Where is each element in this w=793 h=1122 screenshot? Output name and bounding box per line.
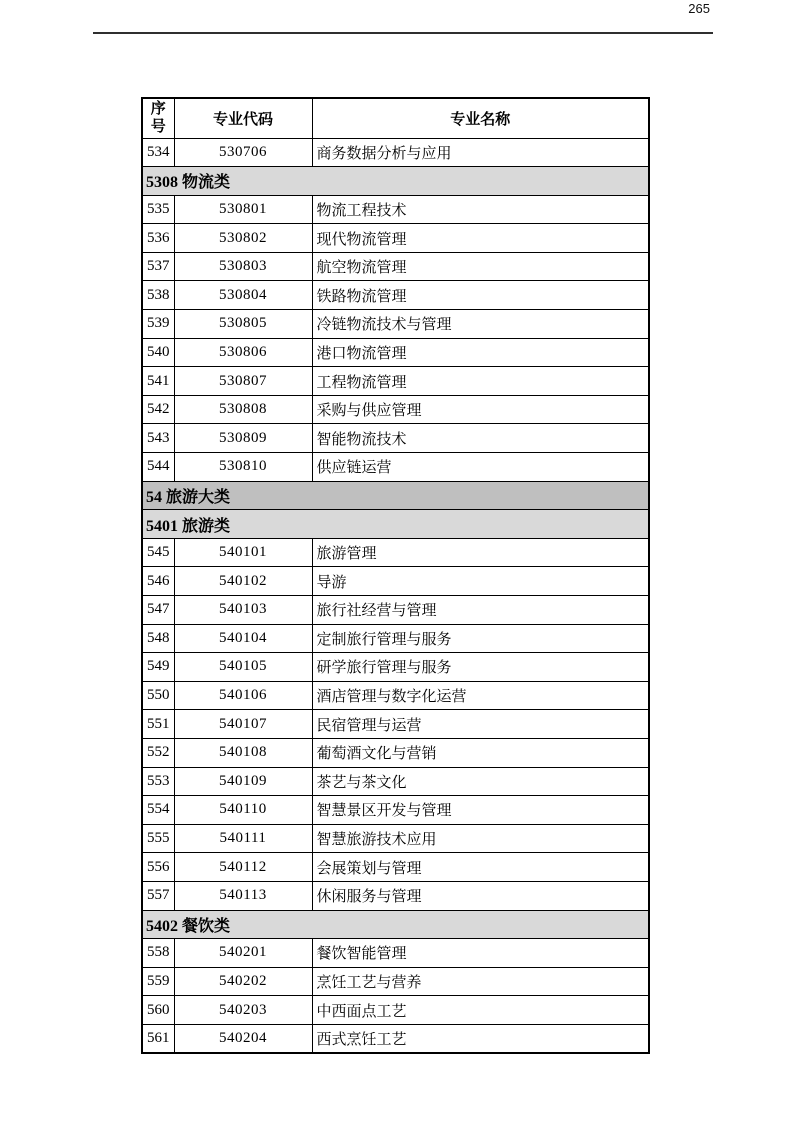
table-header-row	[142, 98, 649, 138]
row-code-cell: 530810	[174, 453, 312, 482]
row-code-cell: 530805	[174, 310, 312, 339]
row-no-cell: 542	[142, 395, 174, 424]
row-code-cell: 540201	[174, 939, 312, 968]
section-row-sub	[142, 167, 649, 196]
row-no-cell: 549	[142, 653, 174, 682]
table-row	[142, 996, 649, 1025]
row-no-cell: 544	[142, 453, 174, 482]
row-no-cell: 555	[142, 824, 174, 853]
table-row	[142, 1024, 649, 1053]
table-row	[142, 567, 649, 596]
row-code-cell: 540110	[174, 796, 312, 825]
table-row	[142, 310, 649, 339]
row-name-cell: 葡萄酒文化与营销	[312, 738, 649, 767]
table-row	[142, 653, 649, 682]
table-row	[142, 138, 649, 167]
row-code-cell: 540113	[174, 881, 312, 910]
row-no-cell: 540	[142, 338, 174, 367]
row-code-cell: 530804	[174, 281, 312, 310]
column-header-no: 序号	[142, 98, 174, 138]
table-row	[142, 824, 649, 853]
row-no-cell: 537	[142, 252, 174, 281]
row-no-cell: 552	[142, 738, 174, 767]
table-row	[142, 767, 649, 796]
row-code-cell: 530802	[174, 224, 312, 253]
row-code-cell: 540105	[174, 653, 312, 682]
table-row	[142, 624, 649, 653]
row-no-cell: 561	[142, 1024, 174, 1053]
row-name-cell: 智慧景区开发与管理	[312, 796, 649, 825]
row-no-cell: 543	[142, 424, 174, 453]
table-row	[142, 853, 649, 882]
row-name-cell: 酒店管理与数字化运营	[312, 681, 649, 710]
row-code-cell: 540104	[174, 624, 312, 653]
row-no-cell: 559	[142, 967, 174, 996]
table-row	[142, 681, 649, 710]
section-label: 5402 餐饮类	[142, 910, 649, 939]
table-row	[142, 939, 649, 968]
row-code-cell: 540203	[174, 996, 312, 1025]
row-name-cell: 导游	[312, 567, 649, 596]
row-name-cell: 铁路物流管理	[312, 281, 649, 310]
header-rule	[93, 32, 713, 34]
row-no-cell: 546	[142, 567, 174, 596]
row-code-cell: 540109	[174, 767, 312, 796]
row-no-cell: 560	[142, 996, 174, 1025]
row-no-cell: 551	[142, 710, 174, 739]
table-row	[142, 967, 649, 996]
section-label: 54 旅游大类	[142, 481, 649, 510]
row-name-cell: 工程物流管理	[312, 367, 649, 396]
row-no-cell: 557	[142, 881, 174, 910]
row-name-cell: 采购与供应管理	[312, 395, 649, 424]
table-row	[142, 224, 649, 253]
row-name-cell: 餐饮智能管理	[312, 939, 649, 968]
row-name-cell: 物流工程技术	[312, 195, 649, 224]
row-no-cell: 548	[142, 624, 174, 653]
row-no-cell: 535	[142, 195, 174, 224]
row-no-cell: 536	[142, 224, 174, 253]
row-no-cell: 550	[142, 681, 174, 710]
row-name-cell: 定制旅行管理与服务	[312, 624, 649, 653]
table-row	[142, 796, 649, 825]
row-code-cell: 530803	[174, 252, 312, 281]
row-name-cell: 现代物流管理	[312, 224, 649, 253]
row-name-cell: 研学旅行管理与服务	[312, 653, 649, 682]
row-no-cell: 541	[142, 367, 174, 396]
column-header-code: 专业代码	[174, 98, 312, 138]
row-no-cell: 539	[142, 310, 174, 339]
table-row	[142, 252, 649, 281]
table-row	[142, 710, 649, 739]
row-no-cell: 538	[142, 281, 174, 310]
row-code-cell: 540108	[174, 738, 312, 767]
row-code-cell: 540107	[174, 710, 312, 739]
section-row-sub	[142, 910, 649, 939]
table-row	[142, 596, 649, 625]
row-no-cell: 553	[142, 767, 174, 796]
row-code-cell: 530706	[174, 138, 312, 167]
row-code-cell: 540103	[174, 596, 312, 625]
row-code-cell: 530801	[174, 195, 312, 224]
row-no-cell: 547	[142, 596, 174, 625]
majors-table	[141, 97, 650, 1054]
row-no-cell: 556	[142, 853, 174, 882]
row-name-cell: 旅行社经营与管理	[312, 596, 649, 625]
row-no-cell: 554	[142, 796, 174, 825]
table-row	[142, 424, 649, 453]
row-name-cell: 港口物流管理	[312, 338, 649, 367]
row-name-cell: 旅游管理	[312, 538, 649, 567]
row-code-cell: 540112	[174, 853, 312, 882]
section-row-sub	[142, 510, 649, 539]
row-code-cell: 540102	[174, 567, 312, 596]
row-name-cell: 供应链运营	[312, 453, 649, 482]
column-header-name: 专业名称	[312, 98, 649, 138]
table-row	[142, 195, 649, 224]
table-row	[142, 281, 649, 310]
row-code-cell: 530809	[174, 424, 312, 453]
table-body	[142, 138, 649, 1053]
page-number: 265	[688, 1, 710, 16]
row-name-cell: 冷链物流技术与管理	[312, 310, 649, 339]
table-row	[142, 738, 649, 767]
row-code-cell: 540204	[174, 1024, 312, 1053]
table-row	[142, 367, 649, 396]
table-row	[142, 338, 649, 367]
row-code-cell: 530806	[174, 338, 312, 367]
row-name-cell: 休闲服务与管理	[312, 881, 649, 910]
row-code-cell: 540202	[174, 967, 312, 996]
row-no-cell: 545	[142, 538, 174, 567]
row-code-cell: 540106	[174, 681, 312, 710]
row-code-cell: 540101	[174, 538, 312, 567]
table-row	[142, 395, 649, 424]
row-name-cell: 智慧旅游技术应用	[312, 824, 649, 853]
row-name-cell: 民宿管理与运营	[312, 710, 649, 739]
row-code-cell: 540111	[174, 824, 312, 853]
table-row	[142, 453, 649, 482]
row-name-cell: 茶艺与茶文化	[312, 767, 649, 796]
row-name-cell: 智能物流技术	[312, 424, 649, 453]
row-name-cell: 会展策划与管理	[312, 853, 649, 882]
row-no-cell: 558	[142, 939, 174, 968]
table-row	[142, 881, 649, 910]
row-code-cell: 530808	[174, 395, 312, 424]
row-name-cell: 航空物流管理	[312, 252, 649, 281]
row-name-cell: 烹饪工艺与营养	[312, 967, 649, 996]
section-label: 5401 旅游类	[142, 510, 649, 539]
row-name-cell: 西式烹饪工艺	[312, 1024, 649, 1053]
row-code-cell: 530807	[174, 367, 312, 396]
table-row	[142, 538, 649, 567]
section-row-major	[142, 481, 649, 510]
row-name-cell: 商务数据分析与应用	[312, 138, 649, 167]
row-name-cell: 中西面点工艺	[312, 996, 649, 1025]
section-label: 5308 物流类	[142, 167, 649, 196]
row-no-cell: 534	[142, 138, 174, 167]
